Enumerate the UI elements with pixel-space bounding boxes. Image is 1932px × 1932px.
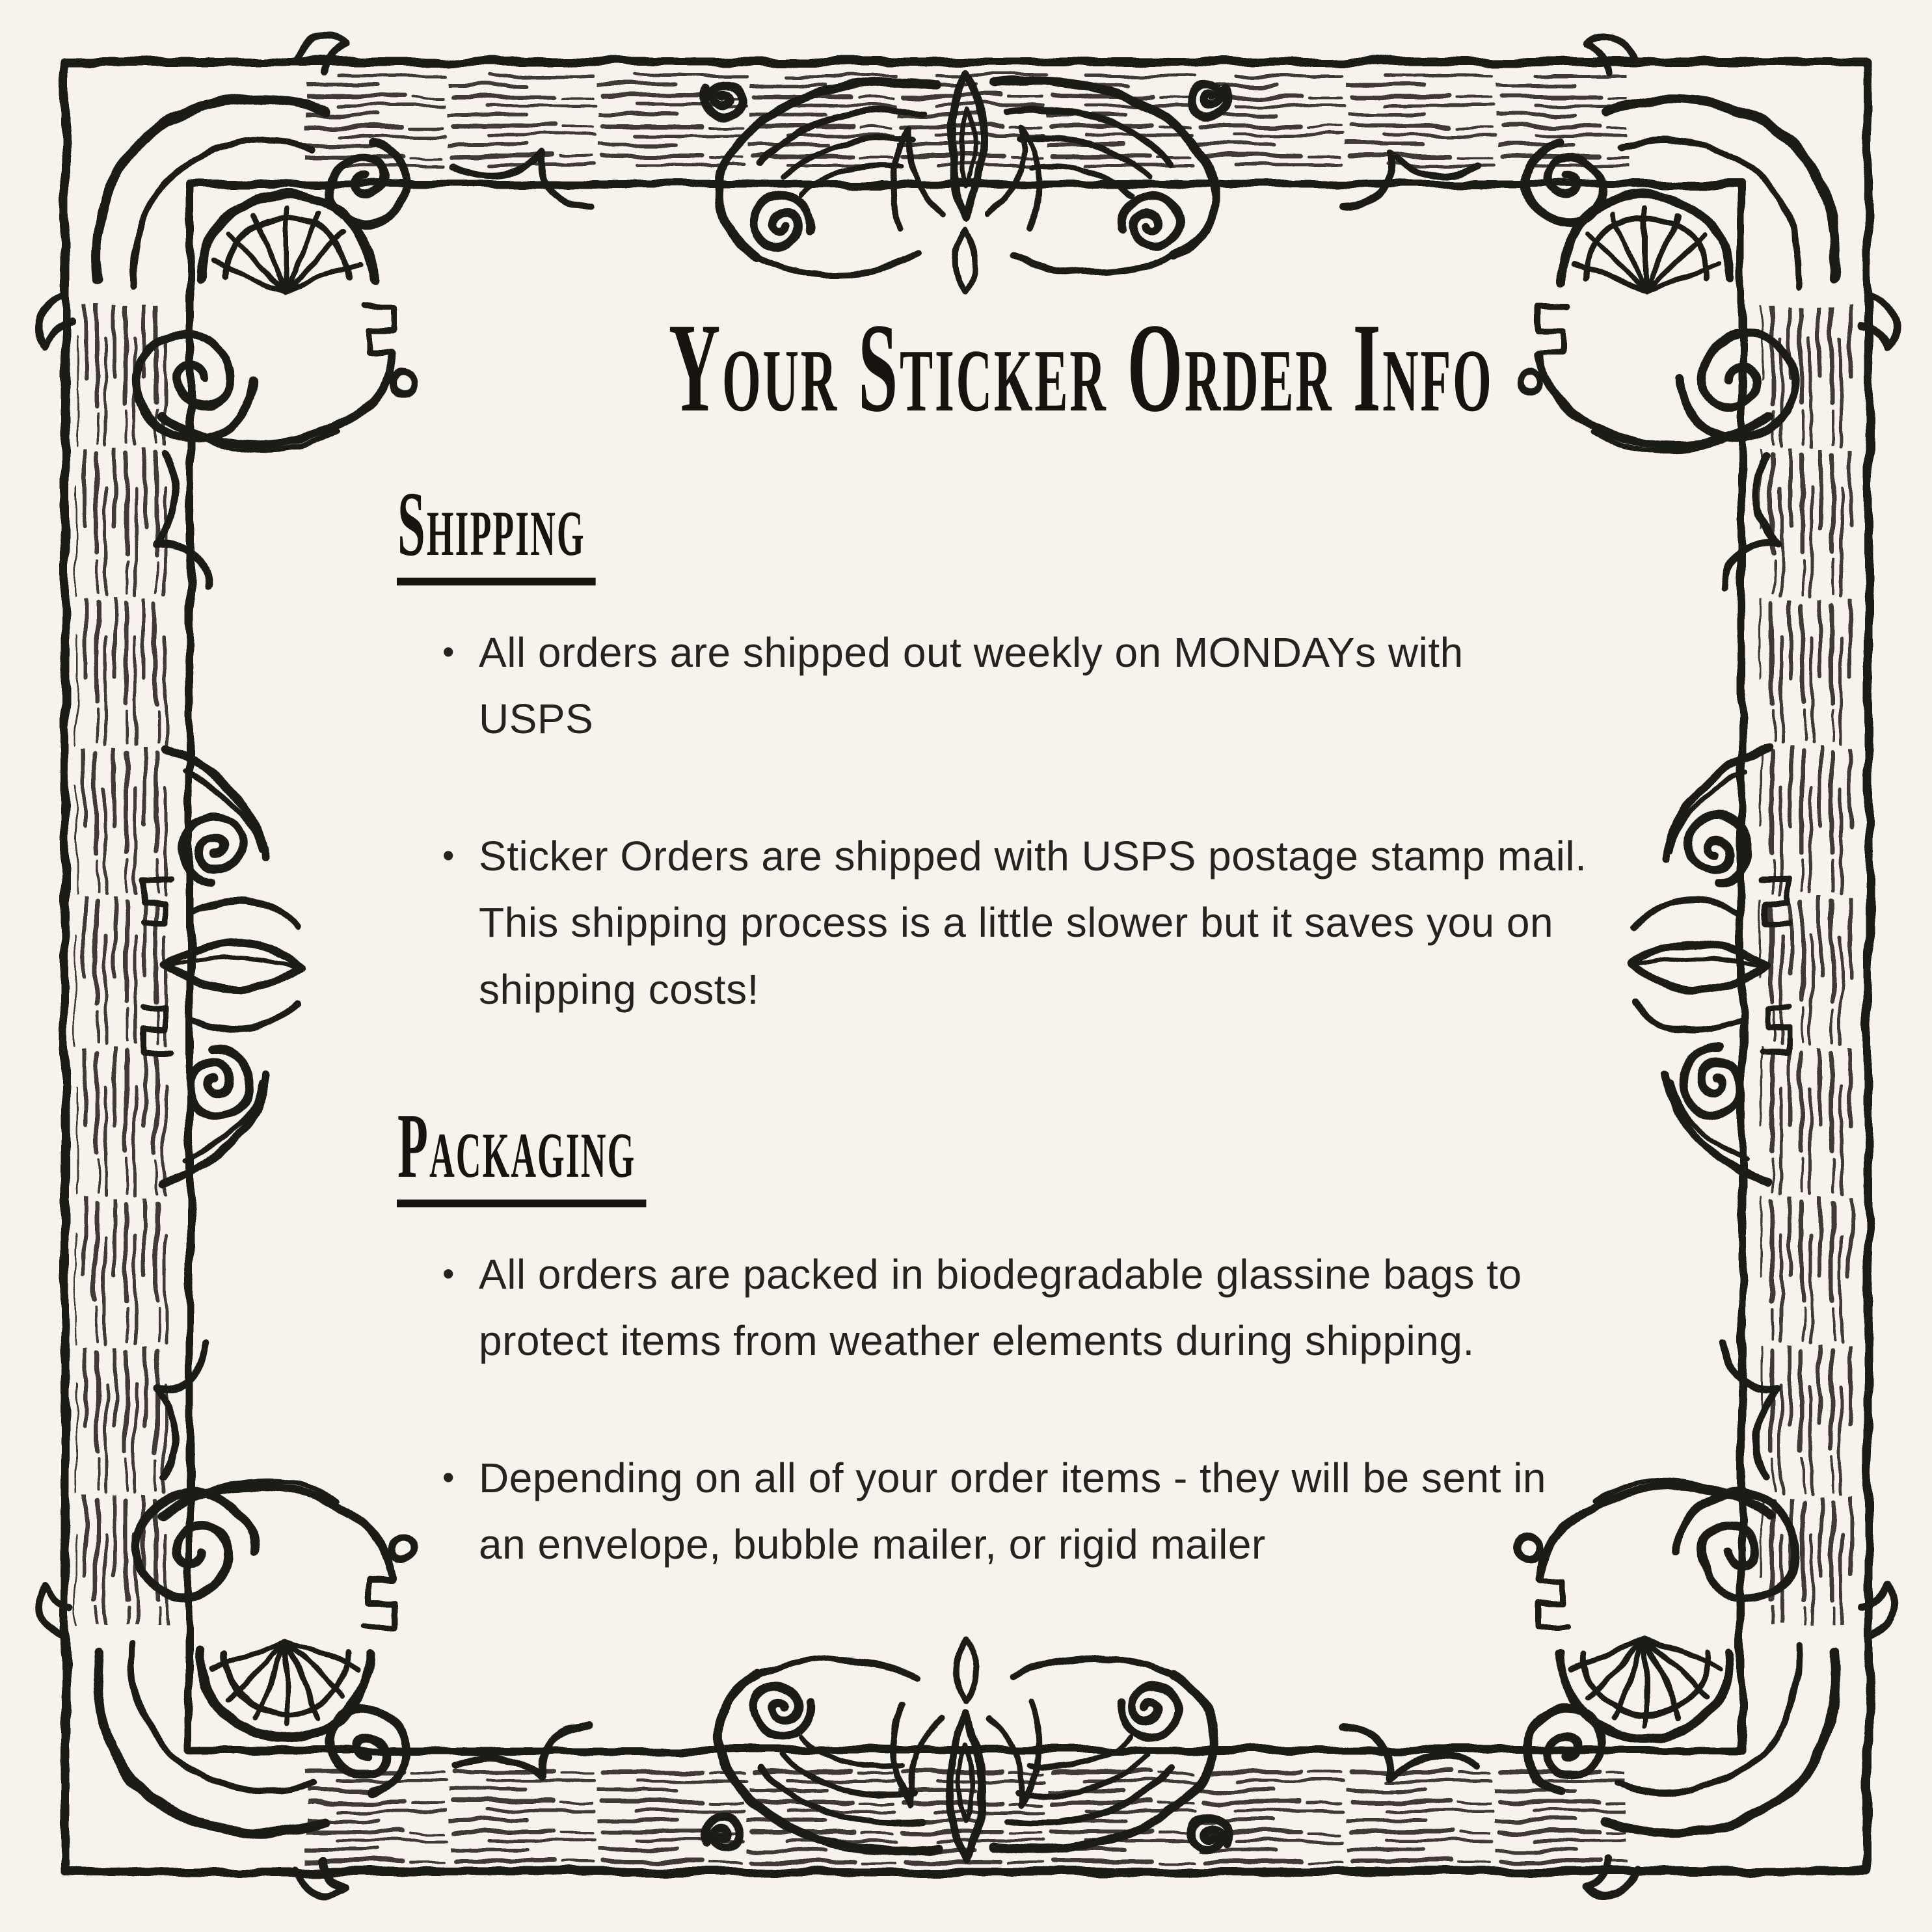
page-title [345,297,1587,438]
bullet-list-packaging [397,1241,1587,1578]
bullet-list-shipping [397,619,1587,1023]
left-bar-grain [75,306,172,1626]
section-heading-shipping [397,472,1587,585]
right-bar-grain [1760,306,1857,1626]
list-item: • All orders are packed in biodegradable glassine bags to protect items from weather elements during shipping. [442,1241,1587,1375]
section-heading-packaging-text: Packaging [397,1099,647,1207]
list-item: • Depending on all of your order items - they will be sent in an envelope, bubble mailer, or rigid mailer [442,1445,1587,1578]
section-heading-packaging [397,1093,1587,1207]
list-item: • All orders are shipped out weekly on MONDAYs with USPS [442,619,1587,753]
section-heading-shipping-text: Shipping [397,477,596,585]
section-shipping [397,472,1587,1023]
section-packaging [397,1093,1587,1578]
list-item: • Sticker Orders are shipped with USPS postage stamp mail. This shipping process is a little slower but it saves you on shipping costs! [442,823,1587,1023]
card-content [397,297,1587,1578]
page-title-text: Your Sticker Order Info [668,297,1494,438]
top-bar-grain [306,73,1626,170]
